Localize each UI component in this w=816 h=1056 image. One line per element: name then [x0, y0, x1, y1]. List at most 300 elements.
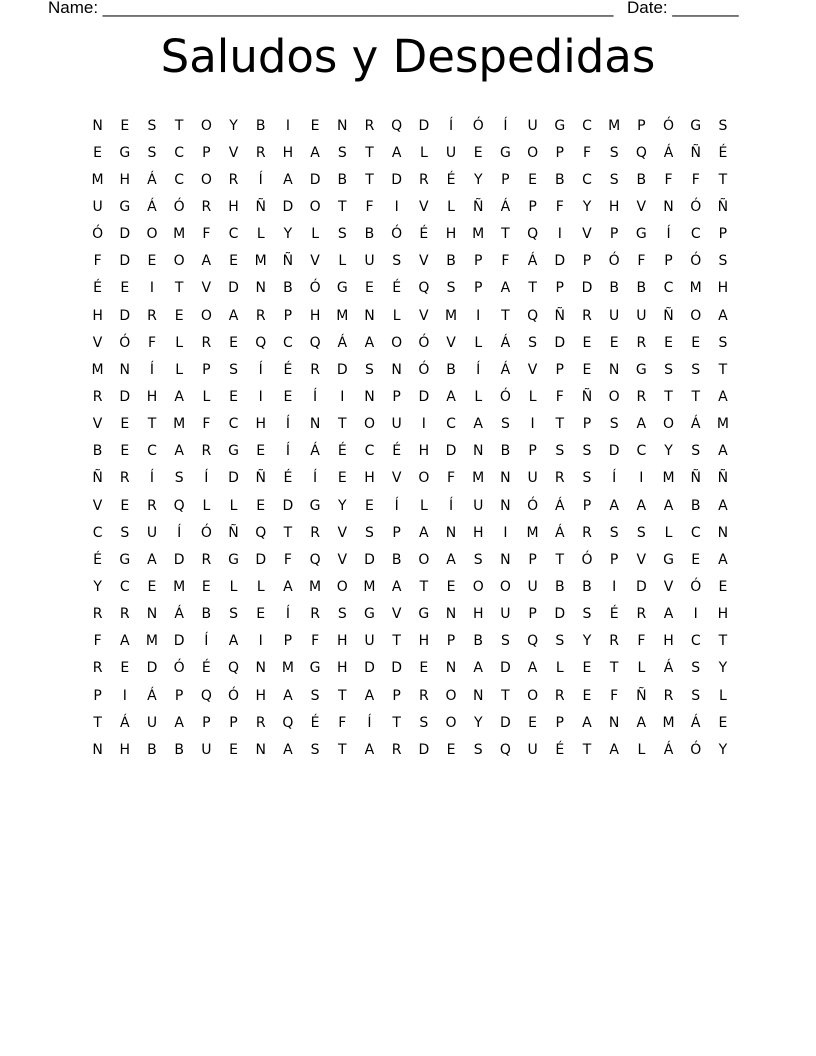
grid-letter: D — [146, 660, 158, 677]
grid-letter: M — [173, 416, 186, 433]
grid-letter: L — [338, 253, 347, 270]
grid-letter: V — [337, 524, 348, 541]
grid-letter: N — [445, 524, 457, 541]
grid-letter: M — [91, 171, 104, 188]
grid-letter: L — [555, 660, 564, 677]
grid-letter: O — [336, 578, 348, 595]
grid-letter: I — [476, 307, 481, 324]
grid-letter: R — [636, 606, 647, 623]
grid-letter: T — [338, 687, 347, 704]
grid-letter: H — [445, 226, 457, 243]
grid-letter: L — [419, 144, 428, 161]
grid-letter: H — [608, 198, 620, 215]
grid-letter: Ó — [690, 741, 702, 758]
grid-letter: R — [201, 198, 212, 215]
grid-letter: P — [609, 551, 619, 568]
grid-letter: T — [555, 551, 565, 568]
grid-letter: Á — [147, 687, 157, 704]
grid-letter: N — [309, 416, 321, 433]
grid-letter: Q — [173, 497, 185, 514]
grid-letter: M — [444, 307, 458, 324]
grid-letter: A — [310, 144, 320, 161]
grid-letter: E — [147, 253, 157, 270]
grid-letter: G — [228, 551, 239, 568]
grid-letter: B — [473, 633, 484, 650]
grid-letter: C — [582, 171, 592, 188]
grid-letter: O — [146, 226, 158, 243]
grid-letter: Ñ — [92, 470, 103, 487]
grid-letter: L — [474, 334, 483, 351]
grid-letter: V — [527, 361, 538, 378]
grid-letter: O — [363, 416, 375, 433]
grid-letter: M — [662, 470, 675, 487]
grid-letter: Í — [204, 470, 209, 487]
grid-letter: P — [202, 714, 211, 731]
grid-letter: M — [91, 361, 104, 378]
grid-letter: P — [555, 714, 564, 731]
grid-letter: V — [310, 253, 320, 270]
grid-letter: N — [364, 307, 375, 324]
grid-letter: Ó — [173, 660, 185, 677]
grid-letter: Ñ — [690, 470, 701, 487]
grid-letter: Q — [309, 334, 321, 351]
grid-letter: B — [364, 226, 375, 243]
grid-letter: Í — [149, 470, 155, 487]
grid-letter: U — [391, 416, 402, 433]
grid-letter: O — [663, 416, 675, 433]
grid-letter: T — [174, 280, 184, 297]
grid-letter: E — [582, 361, 592, 378]
grid-letter: G — [635, 361, 647, 378]
grid-letter: O — [418, 470, 430, 487]
grid-letter: A — [364, 334, 375, 351]
grid-letter: Q — [200, 687, 212, 704]
grid-letter: R — [310, 524, 320, 541]
grid-letter: Á — [147, 171, 157, 188]
grid-letter: R — [391, 741, 402, 758]
grid-letter: N — [445, 660, 457, 677]
grid-letter: R — [582, 524, 592, 541]
grid-letter: C — [92, 524, 103, 541]
grid-letter: A — [174, 388, 184, 405]
grid-letter: N — [445, 606, 457, 623]
grid-letter: U — [527, 741, 538, 758]
grid-letter: Ñ — [554, 307, 566, 324]
grid-letter: P — [93, 687, 102, 704]
grid-letter: L — [392, 307, 401, 324]
grid-letter: V — [92, 334, 103, 351]
grid-letter: G — [663, 551, 674, 568]
grid-letter: A — [364, 741, 375, 758]
grid-letter: U — [201, 741, 212, 758]
grid-letter: O — [527, 687, 539, 704]
grid-letter: P — [473, 280, 483, 297]
grid-letter: E — [691, 551, 701, 568]
grid-letter: E — [256, 606, 266, 623]
grid-letter: C — [690, 226, 701, 243]
grid-letter: M — [173, 578, 186, 595]
grid-letter: Q — [527, 226, 539, 243]
grid-letter: G — [309, 660, 321, 677]
grid-letter: T — [392, 633, 401, 650]
grid-letter: F — [147, 334, 156, 351]
grid-letter: Ó — [499, 388, 511, 405]
grid-letter: O — [445, 714, 457, 731]
grid-letter: N — [663, 198, 674, 215]
grid-letter: L — [175, 361, 184, 378]
grid-letter: T — [718, 361, 728, 378]
grid-letter: D — [554, 606, 566, 623]
page-title: Saludos y Despedidas — [160, 30, 656, 83]
grid-letter: A — [283, 578, 293, 595]
grid-letter: E — [582, 334, 592, 351]
grid-letter: T — [582, 741, 592, 758]
grid-letter: D — [554, 253, 566, 270]
grid-letter: N — [608, 714, 620, 731]
grid-letter: A — [663, 606, 674, 623]
grid-letter: Y — [718, 741, 728, 758]
grid-letter: Ñ — [581, 388, 593, 405]
grid-letter: T — [501, 307, 510, 324]
grid-letter: N — [717, 524, 729, 541]
grid-letter: Ó — [391, 226, 403, 243]
grid-letter: U — [146, 714, 158, 731]
grid-letter: P — [202, 144, 211, 161]
grid-letter: D — [282, 198, 294, 215]
grid-letter: B — [636, 280, 647, 297]
grid-letter: H — [119, 741, 131, 758]
grid-letter: P — [555, 144, 564, 161]
grid-letter: B — [609, 280, 619, 297]
grid-letter: Q — [282, 714, 294, 731]
grid-letter: C — [283, 334, 293, 351]
grid-letter: D — [554, 334, 566, 351]
grid-letter: R — [554, 470, 565, 487]
grid-letter: G — [336, 280, 348, 297]
grid-letter: E — [528, 171, 538, 188]
grid-letter: S — [473, 741, 483, 758]
grid-letter: R — [228, 171, 239, 188]
grid-letter: R — [310, 361, 320, 378]
grid-letter: P — [392, 388, 401, 405]
grid-letter: H — [364, 470, 375, 487]
grid-letter: O — [309, 198, 321, 215]
grid-letter: F — [365, 198, 374, 215]
grid-letter: T — [147, 416, 157, 433]
grid-letter: D — [309, 171, 321, 188]
grid-letter: É — [93, 280, 103, 297]
grid-letter: L — [311, 226, 319, 243]
grid-letter: Y — [582, 633, 592, 650]
grid-letter: É — [718, 144, 728, 161]
grid-letter: A — [718, 388, 728, 405]
grid-letter: Á — [663, 144, 674, 161]
grid-letter: B — [582, 578, 592, 595]
grid-letter: Á — [690, 714, 701, 731]
grid-letter: E — [337, 470, 347, 487]
grid-letter: B — [500, 443, 511, 460]
grid-letter: A — [364, 687, 375, 704]
grid-letter: O — [391, 334, 403, 351]
grid-letter: D — [173, 633, 185, 650]
grid-letter: Í — [367, 714, 372, 731]
grid-letter: G — [690, 117, 702, 134]
grid-letter: C — [690, 633, 701, 650]
grid-letter: T — [528, 280, 537, 297]
grid-letter: M — [716, 416, 729, 433]
grid-letter: É — [283, 470, 293, 487]
grid-letter: Á — [337, 334, 348, 351]
grid-letter: S — [691, 361, 701, 378]
grid-letter: T — [365, 144, 374, 161]
grid-letter: S — [120, 524, 130, 541]
grid-letter: Í — [258, 361, 263, 378]
grid-letter: U — [527, 117, 538, 134]
grid-letter: M — [608, 117, 621, 134]
grid-letter: H — [418, 443, 430, 460]
grid-letter: Ó — [92, 226, 104, 243]
grid-letter: M — [281, 660, 294, 677]
grid-letter: G — [119, 198, 131, 215]
grid-letter: V — [419, 307, 429, 324]
grid-letter: S — [555, 633, 565, 650]
grid-letter: Ó — [527, 497, 539, 514]
grid-letter: O — [445, 687, 457, 704]
grid-letter: D — [581, 280, 593, 297]
grid-letter: Ó — [608, 253, 620, 270]
grid-letter: T — [664, 388, 673, 405]
grid-letter: A — [718, 443, 728, 460]
grid-letter: C — [690, 524, 701, 541]
grid-letter: S — [365, 361, 374, 378]
grid-letter: M — [363, 578, 376, 595]
grid-letter: E — [229, 334, 238, 351]
grid-letter: Ñ — [663, 307, 674, 324]
grid-letter: G — [228, 443, 239, 460]
grid-letter: F — [283, 551, 292, 568]
grid-letter: N — [255, 660, 266, 677]
grid-letter: I — [258, 388, 263, 405]
grid-letter: S — [691, 660, 701, 677]
grid-letter: L — [256, 578, 265, 595]
grid-letter: T — [392, 714, 401, 731]
grid-letter: D — [364, 660, 375, 677]
grid-letter: Ó — [663, 117, 675, 134]
grid-letter: D — [119, 388, 131, 405]
grid-letter: Ó — [119, 334, 131, 351]
grid-letter: V — [419, 198, 429, 215]
grid-letter: U — [473, 497, 484, 514]
grid-letter: Ñ — [717, 198, 729, 215]
grid-letter: U — [364, 253, 375, 270]
grid-letter: R — [554, 687, 565, 704]
grid-letter: C — [663, 280, 674, 297]
grid-letter: P — [174, 687, 184, 704]
grid-letter: R — [201, 334, 212, 351]
grid-letter: L — [447, 198, 455, 215]
grid-letter: A — [718, 497, 728, 514]
grid-letter: E — [120, 117, 130, 134]
grid-letter: A — [663, 497, 674, 514]
grid-letter: H — [92, 307, 103, 324]
grid-letter: G — [364, 606, 375, 623]
grid-letter: Í — [394, 497, 399, 514]
grid-letter: A — [636, 714, 647, 731]
grid-letter: Ó — [228, 687, 240, 704]
grid-letter: Í — [285, 416, 290, 433]
grid-letter: S — [174, 470, 184, 487]
grid-letter: G — [554, 117, 566, 134]
grid-letter: A — [391, 144, 402, 161]
grid-letter: N — [255, 280, 266, 297]
grid-letter: F — [311, 633, 320, 650]
grid-letter: N — [391, 361, 402, 378]
grid-letter: Á — [527, 253, 538, 270]
grid-letter: D — [635, 578, 647, 595]
grid-letter: F — [582, 144, 591, 161]
grid-letter: R — [418, 171, 429, 188]
grid-letter: B — [690, 497, 701, 514]
grid-letter: L — [202, 497, 211, 514]
grid-letter: O — [200, 307, 212, 324]
grid-letter: R — [201, 551, 212, 568]
grid-letter: I — [340, 388, 345, 405]
grid-letter: A — [636, 497, 647, 514]
grid-letter: Ó — [581, 551, 593, 568]
grid-letter: Ñ — [228, 524, 239, 541]
grid-letter: D — [336, 361, 348, 378]
grid-letter: O — [418, 551, 430, 568]
grid-letter: S — [310, 687, 320, 704]
grid-letter: E — [528, 714, 538, 731]
grid-letter: Ñ — [255, 198, 266, 215]
grid-letter: E — [473, 144, 483, 161]
grid-letter: G — [499, 144, 511, 161]
grid-letter: R — [92, 606, 103, 623]
grid-letter: D — [418, 741, 430, 758]
grid-letter: M — [173, 226, 186, 243]
grid-letter: E — [691, 334, 701, 351]
grid-letter: Á — [147, 198, 157, 215]
grid-letter: F — [447, 470, 456, 487]
grid-letter: A — [473, 416, 483, 433]
grid-letter: N — [500, 497, 511, 514]
grid-letter: C — [174, 144, 185, 161]
grid-letter: V — [582, 226, 592, 243]
grid-letter: A — [446, 551, 456, 568]
grid-letter: E — [446, 578, 456, 595]
grid-letter: Í — [448, 117, 454, 134]
grid-letter: S — [500, 416, 510, 433]
grid-letter: R — [119, 606, 130, 623]
grid-letter: Y — [283, 226, 293, 243]
grid-letter: E — [229, 388, 238, 405]
grid-letter: G — [119, 144, 131, 161]
grid-letter: O — [472, 578, 484, 595]
grid-letter: U — [527, 578, 538, 595]
grid-letter: O — [200, 117, 212, 134]
grid-letter: L — [419, 497, 428, 514]
grid-letter: I — [149, 280, 155, 297]
grid-letter: Í — [448, 497, 454, 514]
grid-letter: A — [636, 416, 647, 433]
grid-letter: M — [309, 578, 322, 595]
grid-letter: L — [175, 334, 184, 351]
grid-letter: D — [391, 660, 403, 677]
grid-letter: E — [365, 280, 374, 297]
grid-letter: V — [446, 334, 456, 351]
grid-letter: R — [255, 714, 266, 731]
grid-letter: E — [582, 687, 592, 704]
grid-letter: C — [446, 416, 456, 433]
grid-letter: É — [392, 280, 402, 297]
grid-letter: Í — [285, 443, 290, 460]
grid-letter: Á — [500, 361, 511, 378]
grid-letter: É — [419, 226, 429, 243]
grid-letter: E — [120, 416, 130, 433]
grid-letter: P — [637, 117, 646, 134]
grid-letter: D — [255, 551, 267, 568]
grid-letter: F — [93, 253, 102, 270]
grid-letter: H — [119, 171, 131, 188]
grid-letter: É — [609, 606, 619, 623]
grid-letter: D — [228, 280, 239, 297]
grid-letter: V — [636, 551, 647, 568]
grid-letter: S — [229, 606, 238, 623]
grid-letter: H — [146, 388, 158, 405]
grid-letter: P — [718, 226, 728, 243]
grid-letter: B — [636, 171, 647, 188]
grid-letter: É — [93, 551, 103, 568]
grid-letter: R — [636, 334, 647, 351]
grid-letter: P — [501, 171, 510, 188]
grid-letter: H — [472, 524, 484, 541]
grid-letter: V — [337, 551, 348, 568]
grid-letter: E — [229, 741, 238, 758]
grid-letter: I — [421, 416, 426, 433]
grid-letter: H — [255, 416, 266, 433]
grid-letter: L — [528, 388, 537, 405]
grid-letter: T — [691, 388, 700, 405]
grid-letter: S — [337, 144, 347, 161]
grid-letter: F — [202, 416, 211, 433]
grid-letter: I — [258, 633, 263, 650]
grid-letter: Á — [554, 497, 565, 514]
grid-letter: R — [147, 497, 157, 514]
grid-letter: A — [446, 388, 456, 405]
grid-letter: Y — [229, 117, 238, 134]
grid-letter: E — [147, 578, 157, 595]
grid-letter: Ñ — [472, 198, 484, 215]
grid-letter: S — [500, 633, 510, 650]
grid-letter: C — [364, 443, 375, 460]
grid-letter: D — [500, 660, 511, 677]
grid-letter: N — [364, 388, 375, 405]
grid-letter: N — [500, 470, 511, 487]
grid-letter: A — [228, 633, 239, 650]
grid-letter: N — [119, 361, 131, 378]
grid-letter: A — [283, 687, 293, 704]
grid-letter: O — [608, 388, 620, 405]
grid-letter: Ñ — [282, 253, 294, 270]
grid-letter: B — [174, 741, 184, 758]
grid-letter: P — [446, 633, 456, 650]
grid-letter: T — [718, 171, 728, 188]
grid-letter: Y — [93, 578, 102, 595]
grid-letter: Í — [204, 633, 209, 650]
grid-letter: O — [499, 578, 511, 595]
grid-letter: A — [718, 307, 728, 324]
